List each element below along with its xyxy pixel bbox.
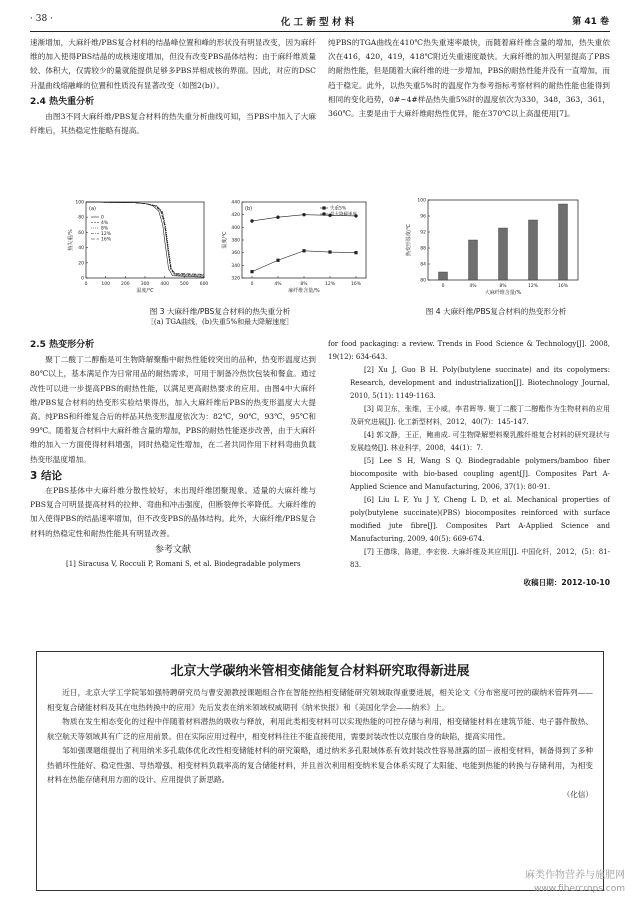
data-point-b bbox=[328, 250, 331, 253]
panel-label-a: (a) bbox=[89, 206, 96, 212]
legend-entry-a: 12% bbox=[101, 232, 112, 237]
y-tick-label-fig4: 92 bbox=[420, 230, 426, 236]
figure-4-caption: 图 4 大麻纤维/PBS复合材料的热变形分析 bbox=[425, 307, 567, 316]
references-right bbox=[328, 338, 610, 572]
y-tick-label-b: 360 bbox=[231, 251, 240, 257]
legend-entry-a: 4% bbox=[101, 221, 109, 226]
figure-3-charts bbox=[64, 196, 376, 300]
data-point-b bbox=[354, 251, 357, 254]
y-tick-label-b: 320 bbox=[231, 276, 240, 282]
figure-3-caption: 图 3 大麻纤维/PBS复合材料的热失重分析 bbox=[149, 307, 291, 316]
news-paragraph-1: 近日，北京大学工学院邹如强特聘研究员与曹安源教授课题组合作在智能控热相变储能研究领域取得重要进展，相关论文《分布密度可控的碳纳米管阵列——相变复合储能材料及其在电热转换中的应用》先后发表在纳米领域权威期刊《纳米快报》和《美国化学会——纳米》上。 bbox=[47, 688, 593, 712]
x-axis-label-b: 麻纤维含量/% bbox=[288, 288, 320, 294]
data-point-b bbox=[302, 213, 305, 216]
journal-title: 化 工 新 型 材 料 bbox=[280, 17, 355, 28]
reference-item: [1] Siracusa V, Rocculi P, Romani S, et al. Biodegradable polymers bbox=[66, 560, 301, 569]
news-paragraph-2: 物质在发生相态变化的过程中伴随着材料潜热的吸收与释放，利用此类相变材料可以实现热能的可控存储与利用，相变储能材料在建筑节能、电子器件散热、航空航天等领域具有广泛的应用前景。但在实际应用过程中，相变材料往往不能直接使用，需要封装改性以克服自身的缺陷，提高实用性。 bbox=[47, 717, 593, 741]
y-tick-label-a: 100 bbox=[75, 200, 84, 206]
x-tick-label-fig4: 16% bbox=[557, 284, 569, 289]
y-tick-label-fig4: 84 bbox=[420, 262, 426, 268]
y-tick-label-a: 80 bbox=[78, 215, 84, 221]
x-tick-label-b: 0 bbox=[250, 282, 254, 287]
page-number: · 38 · bbox=[30, 14, 53, 24]
right-column-bottom bbox=[328, 338, 610, 590]
legend-marker-b bbox=[322, 206, 325, 209]
news-box bbox=[36, 651, 604, 891]
reference-item: [2] Xu J, Guo B H. Poly(butylene succinate) and its copolymers: Research, development and industrialization[J]. Biotechnology Journal, 2010, 5(11): 1149-1163. bbox=[350, 366, 610, 400]
data-point-b bbox=[250, 270, 253, 273]
figure-4 bbox=[396, 196, 596, 326]
x-tick-label-fig4: 12% bbox=[527, 284, 539, 289]
x-axis-label-a: 温度/℃ bbox=[136, 288, 154, 294]
references-heading: 参考文献 bbox=[154, 544, 191, 555]
y-tick-label-b: 420 bbox=[231, 213, 240, 219]
section-2-4-text: 由图3不同大麻纤维/PBS复合材料的热失重分析曲线可知，当PBS中加入了大麻纤维后，其热稳定性能略有提高。 bbox=[30, 112, 316, 136]
news-body bbox=[47, 686, 593, 802]
data-point-b bbox=[302, 249, 305, 252]
received-date: 收稿日期：2012-10-10 bbox=[523, 578, 610, 587]
news-signature: （化信） bbox=[562, 789, 593, 799]
section-2-5-text: 聚丁二酸丁二醇酯是可生物降解聚酯中耐热性能较突出的品种，热变形温度达到80℃以上，基本满足作为日常用品的耐热需求，可用于制备冷热饮包装和餐盒。通过改性可以进一步提高PBS的耐热性能，以满足更高耐热要求的应用。由图4中大麻纤维/PBS复合材料的热变形实验结果得出，加入大麻纤维后PBS的热变形温度大大提高。纯PBS和纤维复合后的样品其热变形温度依次为：82℃，90℃，93℃，95℃和99℃。随着复合材料中大麻纤维含量的增加，PBS的耐热性能逐步改善，由于大麻纤维的加入一方面使得材料增强，同时热稳定性增加，在二者共同作用下材料弯曲负载热变形温度增加。 bbox=[30, 355, 316, 464]
y-tick-label-fig4: 88 bbox=[420, 246, 426, 252]
reference-item: [7] 王德珠，陈建，李宏俊. 大麻纤维及其应用[J]. 中国化纤，2012，(5)：81-83. bbox=[350, 548, 610, 569]
legend-entry-b: 失重5% bbox=[330, 206, 347, 212]
left-column-bottom bbox=[30, 336, 316, 571]
bar bbox=[469, 240, 478, 280]
y-tick-label-b: 440 bbox=[231, 200, 240, 206]
legend-entry-a: 16% bbox=[101, 237, 112, 243]
y-axis-label-b: 温度/℃ bbox=[222, 231, 228, 249]
bar bbox=[439, 272, 448, 280]
volume-label: 第 41 卷 bbox=[572, 17, 609, 27]
panel-label-b: (b) bbox=[245, 206, 253, 212]
reference-item: [5] Lee S H, Wang S Q. Biodegradable polymers/bamboo fiber biocomposite with bio-based coupling agent[J]. Composites Part A-Applied Science and Manufacturing, 2006, 37(1): 80-91. bbox=[350, 457, 610, 491]
x-tick-label-a: 500 bbox=[180, 282, 189, 287]
y-tick-label-b: 380 bbox=[231, 238, 240, 244]
x-tick-label-a: 400 bbox=[160, 282, 169, 287]
section-2-4-heading: 2.4 热失重分析 bbox=[30, 96, 95, 107]
left-column-top bbox=[30, 36, 316, 138]
reference-item: [4] 郭文静，王正，鲍甫成. 可生物降解塑料聚乳酸纤维复合材料的研究现状与发展趋势[J]. 林业科学，2008，44(1)：7. bbox=[350, 431, 610, 452]
x-tick-label-fig4: 4% bbox=[469, 284, 477, 289]
x-tick-label-a: 0 bbox=[84, 282, 88, 287]
news-title: 北京大学碳纳米管相变储能复合材料研究取得新进展 bbox=[170, 664, 470, 679]
y-tick-label-a: 0 bbox=[81, 276, 84, 282]
x-tick-label-a: 600 bbox=[199, 282, 209, 287]
x-tick-label-b: 8% bbox=[300, 282, 308, 287]
y-tick-label-fig4: 96 bbox=[420, 214, 426, 220]
news-paragraph-3: 邹如强课题组提出了利用纳米多孔载体优化改性相变储能材料的研究策略，通过纳米多孔限域体系有效封装改性容易泄露的固－液相变材料，制备得到了多种热循环性能好、稳定性强、导热增强、相变材料负载率高的复合储能材料，并且首次利用相变纳米复合体系实现了太阳能、电能到热能的转换与存储利用，为相变材料在热能存储利用方面的设计、应用提供了新思路。 bbox=[47, 746, 593, 784]
y-tick-label-b: 340 bbox=[231, 263, 240, 269]
legend-entry-a: 8% bbox=[101, 226, 109, 232]
bar bbox=[559, 204, 568, 280]
header-rule bbox=[30, 31, 610, 32]
legend-entry-b: 最大降解速度 bbox=[330, 212, 357, 218]
x-tick-label-b: 4% bbox=[274, 282, 282, 287]
x-tick-label-a: 100 bbox=[101, 282, 110, 287]
x-tick-label-a: 300 bbox=[140, 282, 150, 287]
bar bbox=[499, 228, 508, 280]
y-tick-label-fig4: 80 bbox=[420, 278, 426, 284]
figure-3 bbox=[64, 196, 376, 328]
x-tick-label-fig4: 0 bbox=[441, 284, 445, 289]
section-3-text: 在PBS基体中大麻纤维分散性较好，未出现纤维团聚现象。适量的大麻纤维与PBS复合可明显提高材料的拉伸、弯曲和冲击强度，但断裂伸长率降低。大麻纤维的加入使得PBS的结晶速率增加，但不改变PBS的晶体结构。此外，大麻纤维/PBS复合材料的热稳定性和耐热性能具有明显改善。 bbox=[30, 486, 316, 538]
section-2-5-heading: 2.5 热变形分析 bbox=[30, 340, 95, 350]
data-point-b bbox=[276, 216, 279, 219]
y-tick-label-b: 400 bbox=[231, 225, 240, 231]
reference-item: [3] 周卫东，张维，王小威，李君晖等. 聚丁二酸丁二醇酯作为生物材料的应用及研究进展[J]. 化工新型材料，2012，40(7)：145-147. bbox=[350, 405, 610, 426]
bar bbox=[529, 220, 538, 280]
x-tick-label-b: 16% bbox=[350, 282, 362, 287]
right-column-top bbox=[328, 36, 610, 121]
watermark-url: www.fibercrops.com bbox=[534, 884, 625, 894]
figure-3-subcaption: ［(a) TGA曲线，(b)失重5%和最大降解速度］ bbox=[146, 318, 294, 326]
x-tick-label-a: 200 bbox=[121, 282, 130, 287]
section-3-heading: 3 结论 bbox=[30, 469, 62, 482]
y-axis-label-fig4: 热变形温度/℃ bbox=[406, 223, 412, 257]
data-point-b bbox=[276, 259, 279, 262]
y-tick-label-a: 60 bbox=[78, 230, 84, 236]
y-tick-label-fig4: 100 bbox=[417, 198, 426, 204]
y-tick-label-a: 20 bbox=[78, 261, 84, 267]
watermark-site-name: 麻类作物营养与施肥网 bbox=[525, 870, 625, 881]
series-line-b bbox=[252, 251, 356, 272]
figure-4-chart bbox=[396, 196, 596, 300]
x-tick-label-b: 12% bbox=[324, 282, 336, 287]
reference-item: [6] Liu L F, Yu J Y, Cheng L D, et al. Mechanical properties of poly(butylene succinate)(PBS) biocomposites reinforced with surface modified jute fibre[J]. Composites Part A-Applied Science and Manufacturing, 2009, 40(5): 669-674. bbox=[350, 496, 610, 543]
y-axis-label-a: 热失重/% bbox=[68, 229, 74, 251]
legend-entry-a: 0 bbox=[101, 215, 104, 221]
tga-paragraph: 纯PBS的TGA曲线在410℃热失重速率最快，而随着麻纤维含量的增加，热失重依次在416，420，419，418℃附近失重速度最快。大麻纤维的加入明显提高了PBS的耐热性能，但是随着大麻纤维的进一步增加，PBS的耐热性能并没有一直增加，而趋于稳定。此外，以热失重5%时的温度作为参考指标考察材料的耐热性能也能得到相同的变化趋势，0#~4#样品热失重5%时的温度依次为330，348，363，361，360℃。主要是由于大麻纤维耐热性优异，能在370℃以上高温使用[7]。 bbox=[328, 38, 610, 119]
y-tick-label-a: 40 bbox=[78, 246, 84, 252]
references-left bbox=[30, 558, 316, 571]
legend-marker-b bbox=[322, 212, 325, 215]
reference-item: for food packaging: a review. Trends in Food Science & Technology[J]. 2008, 19(12): 634-643. bbox=[328, 340, 610, 361]
x-tick-label-fig4: 8% bbox=[499, 284, 507, 289]
dsc-paragraph: 速渐增加，大麻纤维/PBS复合材料的结晶峰位置和峰的形状没有明显改变，因为麻纤维的加入使得PBS结晶的成核速度增加，但没有改变PBS晶体结构；由于麻纤维质量较、体积大，仅需较少的量就能提供足够多PBS异相成核的界面。因此，对应的DSC升温曲线熔融峰的位置和性质没有显著改变（如图2(b)）。 bbox=[30, 38, 316, 90]
x-axis-label-fig4: 大麻纤维含量/% bbox=[484, 290, 522, 296]
data-point-b bbox=[250, 219, 253, 222]
